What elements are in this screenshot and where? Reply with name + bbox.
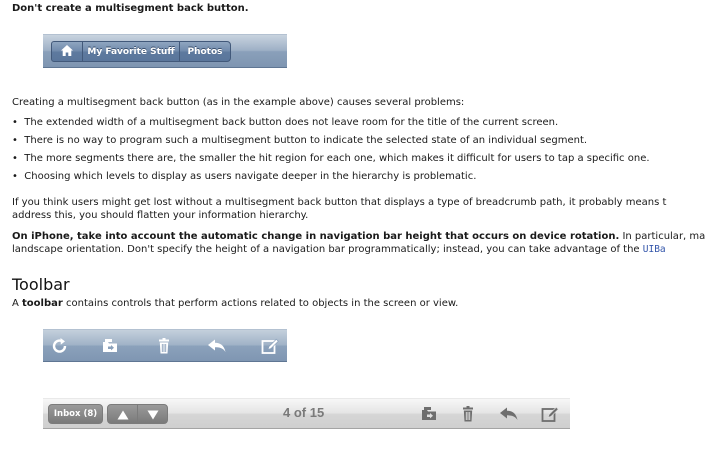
move-to-folder-icon[interactable] [100, 337, 120, 355]
toolbar-example [43, 329, 287, 362]
toolbar-term: toolbar [22, 298, 63, 309]
home-breadcrumb-segment[interactable] [51, 41, 83, 62]
triangle-down-icon [147, 405, 159, 424]
rotation-advice-text: landscape orientation. Don't specify the height of a navigation bar programmatically; instead, you can take advantage of the [12, 244, 643, 255]
breadcrumb-segment-favorites[interactable]: My Favorite Stuff [82, 41, 180, 62]
trash-icon[interactable] [458, 405, 478, 423]
trash-icon[interactable] [154, 337, 174, 355]
breadcrumb-advice-line1: If you think users might get lost without a multisegment back button that displays a type of breadcrumb path, it probably means t [12, 197, 667, 208]
bullet-text: There is no way to program such a multisegment button to indicate the selected state of an individual segment. [24, 135, 588, 146]
bullet-text: The extended width of a multisegment back button does not leave room for the title of the current screen. [24, 117, 559, 128]
bullet-item: • The more segments there are, the smaller the hit region for each one, which makes it difficult for users to tap a specific one. [12, 153, 650, 164]
rotation-advice-bold: On iPhone, take into account the automatic change in navigation bar height that occurs on device rotation. [12, 231, 620, 242]
navigation-bar-example [43, 34, 287, 68]
home-icon [61, 45, 73, 59]
section-title: Toolbar [12, 275, 70, 294]
dont-heading: Don't create a multisegment back button. [12, 3, 249, 14]
breadcrumb-segment-photos[interactable]: Photos [179, 41, 231, 62]
compose-icon[interactable] [260, 337, 280, 355]
next-message-button[interactable] [137, 404, 168, 424]
reply-icon[interactable] [499, 405, 519, 423]
rotation-advice-line1 [12, 230, 705, 243]
message-counter: 4 of 15 [283, 405, 325, 420]
rotation-advice-line2 [12, 243, 666, 256]
move-to-folder-icon[interactable] [419, 405, 439, 423]
inbox-button[interactable]: Inbox (8) [48, 404, 103, 424]
compose-icon[interactable] [540, 405, 560, 423]
bullet-text: The more segments there are, the smaller the hit region for each one, which makes it difficult for users to tap a specific one. [24, 153, 650, 164]
bullet-item: • There is no way to program such a multisegment button to indicate the selected state of an individual segment. [12, 135, 588, 146]
bullet-item: • Choosing which levels to display as users navigate deeper in the hierarchy is problematic. [12, 171, 477, 182]
toolbar-description [12, 297, 458, 310]
mail-toolbar-example [43, 398, 570, 429]
bullet-text: Choosing which levels to display as users navigate deeper in the hierarchy is problematic. [24, 171, 477, 182]
refresh-icon[interactable] [50, 337, 70, 355]
bullet-item: • The extended width of a multisegment back button does not leave room for the title of the current screen. [12, 117, 559, 128]
reply-icon[interactable] [207, 337, 227, 355]
intro-text: Creating a multisegment back button (as in the example above) causes several problems: [12, 97, 465, 108]
toolbar-desc-prefix: A [12, 298, 23, 309]
breadcrumb-advice-line2: address this, you should flatten your information hierarchy. [12, 210, 309, 221]
triangle-up-icon [117, 405, 129, 424]
toolbar-desc-suffix: contains controls that perform actions related to objects in the screen or view. [62, 298, 459, 309]
rotation-advice-rest: In particular, ma [619, 231, 705, 242]
previous-message-button[interactable] [107, 404, 138, 424]
api-reference-link[interactable]: UIBa [642, 244, 666, 255]
